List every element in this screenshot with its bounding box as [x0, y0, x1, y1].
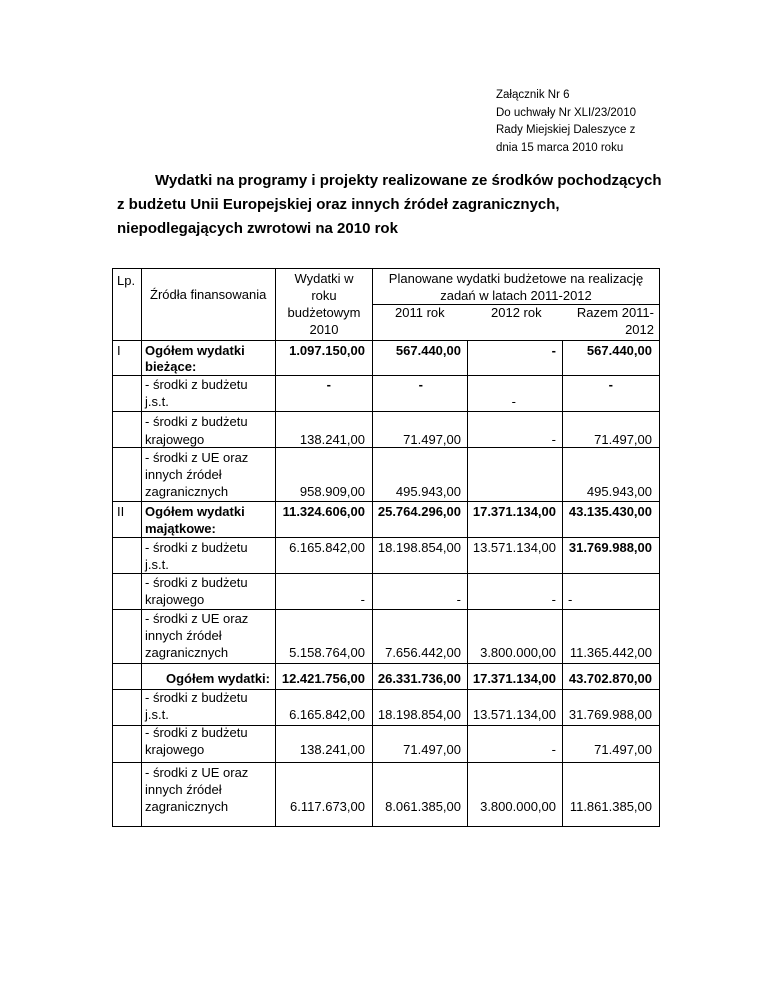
- annex-note: [496, 87, 636, 157]
- capital-eu-label-line1: - środki z UE oraz: [145, 611, 249, 626]
- header-planned-line2: zadań w latach 2011-2012: [440, 288, 592, 303]
- capital-label-line1: Ogółem wydatki: [145, 504, 245, 519]
- capital-national-label-line1: - środki z budżetu: [145, 575, 248, 590]
- capital-2010: 11.324.606,00: [282, 504, 365, 519]
- current-national-total: 71.497,00: [594, 432, 652, 447]
- row-lp-ii: II: [117, 504, 125, 519]
- current-2012: -: [551, 343, 556, 358]
- row-line: [112, 411, 660, 412]
- capital-eu-label-line3: zagranicznych: [145, 645, 229, 660]
- current-label-line1: Ogółem wydatki: [145, 343, 245, 358]
- grand-jst-2012: 13.571.134,00: [472, 707, 556, 722]
- capital-2012: 17.371.134,00: [472, 504, 556, 519]
- grand-national-2012: -: [551, 742, 556, 757]
- grand-eu-2010: 6.117.673,00: [290, 799, 365, 814]
- current-jst-label-line1: - środki z budżetu: [145, 377, 248, 392]
- current-2011: 567.440,00: [395, 343, 461, 358]
- capital-national-2010: -: [360, 592, 365, 607]
- capital-jst-2010: 6.165.842,00: [289, 540, 365, 555]
- capital-national-label-line2: krajowego: [145, 592, 205, 607]
- grand-national-2011: 71.497,00: [403, 742, 461, 757]
- current-eu-label-line2: innych źródeł: [145, 467, 222, 482]
- annex-council: Rady Miejskiej Daleszyce z: [496, 124, 636, 136]
- current-2010: 1.097.150,00: [289, 343, 365, 358]
- header-2011: 2011 rok: [395, 305, 445, 320]
- current-national-label-line2: krajowego: [145, 432, 205, 447]
- annex-resolution: Do uchwały Nr XLI/23/2010: [496, 106, 636, 119]
- current-eu-2011: 495.943,00: [395, 484, 461, 499]
- row-line: [112, 501, 660, 502]
- col-divider-lp: [141, 268, 142, 827]
- grand-2010: 12.421.756,00: [281, 671, 365, 686]
- capital-jst-label-line1: - środki z budżetu: [145, 540, 248, 555]
- header-2010-line2: roku: [311, 288, 337, 303]
- grand-jst-total: 31.769.988,00: [568, 707, 652, 722]
- capital-eu-2011: 7.656.442,00: [385, 645, 461, 660]
- grand-eu-label-line3: zagranicznych: [145, 799, 229, 814]
- header-total-line1: Razem 2011-: [576, 305, 654, 320]
- table-border-bottom: [112, 826, 660, 827]
- capital-jst-label-line2: j.s.t.: [145, 557, 169, 572]
- title-line-2: z budżetu Unii Europejskiej oraz innych źródeł zagranicznych,: [117, 196, 560, 213]
- annex-number: Załącznik Nr 6: [496, 89, 570, 101]
- grand-eu-2012: 3.800.000,00: [480, 799, 556, 814]
- grand-label: Ogółem wydatki:: [165, 671, 270, 686]
- capital-eu-label-line2: innych źródeł: [145, 628, 222, 643]
- grand-eu-label-line1: - środki z UE oraz: [145, 765, 249, 780]
- title-line-1: Wydatki na programy i projekty realizowane ze środków pochodzących: [155, 172, 662, 189]
- current-jst-2012: -: [511, 394, 516, 409]
- grand-eu-total: 11.861.385,00: [569, 799, 652, 814]
- current-national-label-line1: - środki z budżetu: [145, 414, 248, 429]
- capital-eu-2010: 5.158.764,00: [289, 645, 365, 660]
- current-jst-total: -: [608, 377, 613, 392]
- grand-2011: 26.331.736,00: [377, 671, 461, 686]
- current-national-2011: 71.497,00: [403, 432, 461, 447]
- capital-national-total: -: [568, 592, 573, 607]
- header-2010-line3: budżetowym: [287, 305, 361, 320]
- current-total: 567.440,00: [586, 343, 652, 358]
- annex-date: dnia 15 marca 2010 roku: [496, 141, 624, 154]
- grand-jst-label-line2: j.s.t.: [145, 707, 169, 722]
- grand-national-total: 71.497,00: [594, 742, 652, 757]
- grand-national-2010: 138.241,00: [299, 742, 365, 757]
- grand-total: 43.702.870,00: [568, 671, 652, 686]
- header-bottom-line: [112, 340, 660, 341]
- header-total-line2: 2012: [625, 322, 654, 337]
- header-2010-line4: 2010: [309, 322, 339, 337]
- header-lp: Lp.: [117, 273, 136, 288]
- capital-national-2011: -: [456, 592, 461, 607]
- title-line-3: niepodlegających zwrotowi na 2010 rok: [117, 220, 398, 237]
- table-border-left: [112, 268, 113, 827]
- current-jst-label-line2: j.s.t.: [145, 394, 169, 409]
- current-national-2012: -: [551, 432, 556, 447]
- grand-eu-label-line2: innych źródeł: [145, 782, 222, 797]
- current-eu-total: 495.943,00: [586, 484, 652, 499]
- current-jst-2011: -: [418, 377, 423, 392]
- current-eu-2010: 958.909,00: [299, 484, 365, 499]
- capital-national-2012: -: [551, 592, 556, 607]
- grand-jst-2010: 6.165.842,00: [289, 707, 365, 722]
- capital-eu-total: 11.365.442,00: [569, 645, 652, 660]
- capital-eu-2012: 3.800.000,00: [480, 645, 556, 660]
- grand-national-label-line2: krajowego: [145, 742, 205, 757]
- row-line: [112, 663, 660, 664]
- header-source: Źródła finansowania: [150, 287, 267, 302]
- header-2010-line1: Wydatki w: [294, 271, 354, 286]
- document-title: [117, 169, 677, 241]
- current-eu-label-line1: - środki z UE oraz: [145, 450, 249, 465]
- grand-national-label-line1: - środki z budżetu: [145, 725, 248, 740]
- capital-2011: 25.764.296,00: [377, 504, 461, 519]
- current-label-line2: bieżące:: [145, 359, 197, 374]
- current-jst-2010: -: [326, 377, 331, 392]
- grand-jst-2011: 18.198.854,00: [377, 707, 461, 722]
- grand-eu-2011: 8.061.385,00: [385, 799, 461, 814]
- capital-jst-2012: 13.571.134,00: [472, 540, 556, 555]
- header-2012: 2012 rok: [491, 305, 542, 320]
- capital-jst-total: 31.769.988,00: [568, 540, 652, 555]
- row-line: [112, 762, 660, 763]
- capital-jst-2011: 18.198.854,00: [377, 540, 461, 555]
- grand-jst-label-line1: - środki z budżetu: [145, 690, 248, 705]
- table-border-top: [112, 268, 660, 269]
- grand-2012: 17.371.134,00: [472, 671, 556, 686]
- table-border-right: [659, 268, 660, 827]
- header-planned-line1: Planowane wydatki budżetowe na realizację: [388, 271, 644, 286]
- capital-total: 43.135.430,00: [568, 504, 652, 519]
- current-national-2010: 138.241,00: [299, 432, 365, 447]
- capital-label-line2: majątkowe:: [145, 521, 216, 536]
- row-lp-i: I: [117, 343, 121, 358]
- current-eu-label-line3: zagranicznych: [145, 484, 229, 499]
